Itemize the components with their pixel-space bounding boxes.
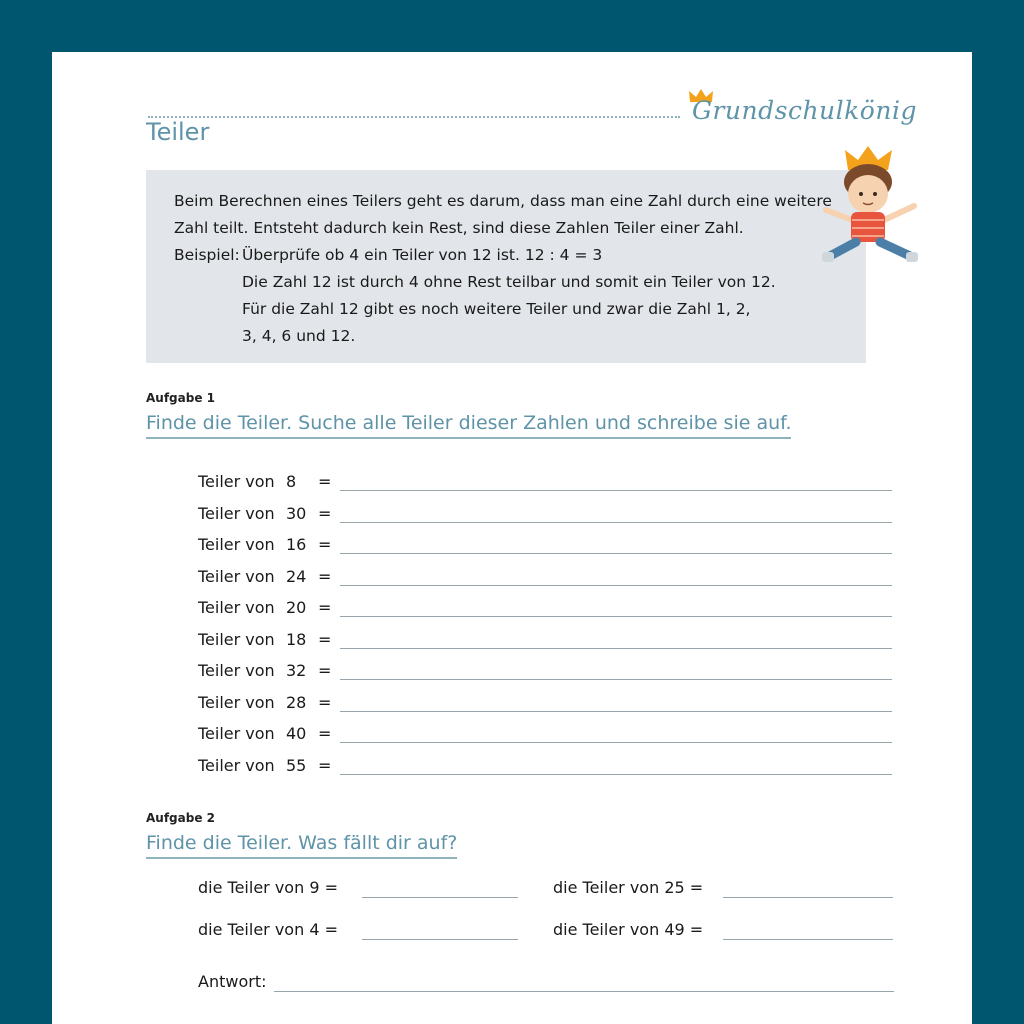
- task2-item: [553, 878, 893, 902]
- info-box: [146, 170, 866, 363]
- answer-line[interactable]: [340, 522, 892, 523]
- answer-line[interactable]: [274, 991, 894, 992]
- task1-row: [198, 472, 898, 494]
- info-line: Die Zahl 12 ist durch 4 ohne Rest teilbar und somit ein Teiler von 12.: [242, 273, 776, 291]
- row-number: 18: [286, 629, 307, 649]
- task1-row: [198, 567, 898, 589]
- equals-sign: =: [318, 503, 332, 523]
- equals-sign: =: [318, 535, 332, 554]
- equals-sign: =: [318, 472, 332, 491]
- answer-line[interactable]: [340, 774, 892, 775]
- row-label: Teiler von: [198, 724, 275, 743]
- answer-line[interactable]: [340, 585, 892, 586]
- row-label: Teiler von: [198, 629, 275, 649]
- row-label: Teiler von: [198, 598, 275, 617]
- row-number: 8: [286, 472, 297, 491]
- answer-line[interactable]: [340, 711, 892, 712]
- brand-name: Grundschulkönig: [692, 96, 917, 125]
- answer-line[interactable]: [340, 490, 892, 491]
- row-label: Teiler von: [198, 535, 275, 554]
- task1-row: [198, 693, 898, 715]
- row-label: Teiler von: [198, 661, 275, 680]
- task2-item-label: die Teiler von 9 =: [198, 878, 338, 897]
- example-label: Beispiel:: [174, 246, 240, 264]
- answer-line[interactable]: [362, 939, 518, 940]
- task1-row: [198, 724, 898, 746]
- task2-item-label: die Teiler von 49 =: [553, 920, 704, 939]
- row-number: 40: [286, 724, 307, 743]
- info-line: 3, 4, 6 und 12.: [242, 327, 356, 345]
- answer-line[interactable]: [340, 648, 892, 649]
- row-label: Teiler von: [198, 472, 275, 491]
- task1-row: [198, 630, 898, 652]
- task2-item-label: die Teiler von 4 =: [198, 920, 338, 939]
- row-number: 30: [286, 503, 307, 523]
- info-line: Überprüfe ob 4 ein Teiler von 12 ist. 12 : 4 = 3: [242, 246, 603, 264]
- brand-logo: [692, 94, 942, 134]
- row-label: Teiler von: [198, 566, 275, 586]
- row-number: 20: [286, 598, 307, 617]
- equals-sign: =: [318, 629, 332, 649]
- equals-sign: =: [318, 661, 332, 680]
- info-line: Beim Berechnen eines Teilers geht es darum, dass man eine Zahl durch eine weitere: [174, 192, 832, 210]
- task1-title: Finde die Teiler. Suche alle Teiler dieser Zahlen und schreibe sie auf.: [146, 412, 791, 439]
- task2-title: Finde die Teiler. Was fällt dir auf?: [146, 832, 457, 859]
- equals-sign: =: [318, 566, 332, 586]
- equals-sign: =: [318, 598, 332, 617]
- answer-line[interactable]: [340, 679, 892, 680]
- task1-row: [198, 598, 898, 620]
- task2-label: Aufgabe 2: [146, 811, 215, 825]
- task2-item-label: die Teiler von 25 =: [553, 878, 704, 897]
- task1-row: [198, 661, 898, 683]
- row-number: 28: [286, 692, 307, 712]
- answer-line[interactable]: [362, 897, 518, 898]
- info-line: Zahl teilt. Entsteht dadurch kein Rest, sind diese Zahlen Teiler einer Zahl.: [174, 219, 744, 237]
- equals-sign: =: [318, 692, 332, 712]
- row-number: 16: [286, 535, 307, 554]
- task1-row: [198, 504, 898, 526]
- info-line: Für die Zahl 12 gibt es noch weitere Teiler und zwar die Zahl 1, 2,: [242, 300, 751, 318]
- row-number: 55: [286, 755, 307, 775]
- answer-row: [198, 972, 898, 996]
- task1-row: [198, 756, 898, 778]
- answer-line[interactable]: [723, 897, 893, 898]
- row-label: Teiler von: [198, 755, 275, 775]
- boy-mascot-illustration: [818, 144, 928, 276]
- page-title: Teiler: [146, 118, 210, 146]
- task1-label: Aufgabe 1: [146, 391, 215, 405]
- task2-item: [553, 920, 893, 944]
- answer-label: Antwort:: [198, 972, 267, 991]
- answer-line[interactable]: [340, 742, 892, 743]
- equals-sign: =: [318, 724, 332, 743]
- header-dotted-line: [148, 116, 680, 118]
- row-label: Teiler von: [198, 503, 275, 523]
- answer-line[interactable]: [723, 939, 893, 940]
- worksheet-page: [52, 52, 972, 1024]
- answer-line[interactable]: [340, 616, 892, 617]
- task1-row: [198, 535, 898, 557]
- answer-line[interactable]: [340, 553, 892, 554]
- task2-item: [198, 878, 528, 902]
- task2-item: [198, 920, 528, 944]
- row-number: 24: [286, 566, 307, 586]
- row-number: 32: [286, 661, 307, 680]
- row-label: Teiler von: [198, 692, 275, 712]
- equals-sign: =: [318, 755, 332, 775]
